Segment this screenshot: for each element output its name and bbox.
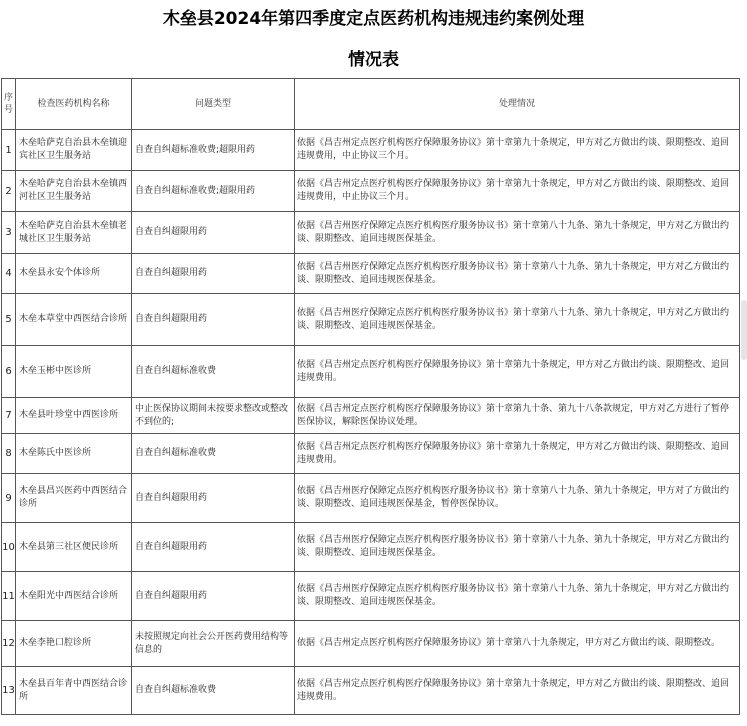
row-problem-cell: 自查自纠超标准收费;超限用药 [132, 171, 295, 212]
table-row [2, 346, 740, 398]
row-handling-cell: 依据《昌吉州医疗保障定点医疗机构医疗服务协议书》第十章第八十九条、第九十条规定，甲方对乙方做出约谈、限期整改、追回违规医保基金。 [295, 572, 740, 621]
row-institution-cell: 木垒县第三社区便民诊所 [16, 523, 132, 572]
table-row [2, 130, 740, 171]
table-row [2, 434, 740, 474]
row-problem-cell: 自查自纠超限用药 [132, 523, 295, 572]
row-problem-cell: 自查自纠超限用药 [132, 294, 295, 346]
row-handling-cell: 依据《昌吉州定点医疗机构医疗保障服务协议》第十章第九十条规定，甲方对乙方做出约谈、限期整改、追回违规费用，中止协议三个月。 [295, 171, 740, 212]
row-seq-cell: 1 [2, 130, 16, 171]
row-problem-cell: 自查自纠超标准收费 [132, 667, 295, 715]
document-title-line2: 情况表 [348, 50, 399, 70]
row-institution-cell: 木垒县百年青中西医结合诊所 [16, 667, 132, 715]
table-row [2, 398, 740, 434]
row-seq-cell: 9 [2, 474, 16, 523]
row-seq-cell: 7 [2, 398, 16, 434]
row-problem-cell: 自查自纠超限用药 [132, 254, 295, 294]
table-body [2, 130, 740, 715]
header-institution: 检查医药机构名称 [16, 79, 132, 130]
row-problem-cell: 自查自纠超标准收费 [132, 434, 295, 474]
row-problem-cell: 自查自纠超标准收费;超限用药 [132, 130, 295, 171]
row-institution-cell: 木垒县叶珍堂中西医诊所 [16, 398, 132, 434]
row-institution-cell: 木垒李艳口腔诊所 [16, 621, 132, 667]
row-seq-cell: 5 [2, 294, 16, 346]
row-seq-cell: 13 [2, 667, 16, 715]
row-handling-cell: 依据《昌吉州定点医疗机构医疗保障服务协议》第十章第八十九条规定，甲方对乙方做出约谈、限期整改。 [295, 621, 740, 667]
row-handling-cell: 依据《昌吉州定点医疗机构医疗保障服务协议》第十章第九十条规定，甲方对乙方做出约谈、限期整改、追回违规费用。 [295, 667, 740, 715]
row-seq-cell: 3 [2, 212, 16, 254]
scrollbar[interactable] [741, 300, 747, 360]
row-handling-cell: 依据《昌吉州定点医疗机构医疗保障服务协议》第十章第九十条、第九十八条款规定，甲方对乙方进行了暂停医保协议，解除医保协议处理。 [295, 398, 740, 434]
row-institution-cell: 木垒哈萨克自治县木垒镇老城社区卫生服务站 [16, 212, 132, 254]
table-row [2, 572, 740, 621]
row-seq-cell: 6 [2, 346, 16, 398]
header-seq: 序号 [2, 79, 16, 130]
header-problem: 问题类型 [132, 79, 295, 130]
table-row [2, 523, 740, 572]
row-institution-cell: 木垒阳光中西医结合诊所 [16, 572, 132, 621]
row-handling-cell: 依据《昌吉州定点医疗机构医疗保障服务协议》第十章第九十条规定，甲方对乙方做出约谈、限期整改、追回违规费用。 [295, 434, 740, 474]
table-row [2, 171, 740, 212]
table-row [2, 294, 740, 346]
document-title-line1: 木垒县2024年第四季度定点医药机构违规违约案例处理 [162, 9, 585, 29]
row-problem-cell: 自查自纠超限用药 [132, 212, 295, 254]
row-seq-cell: 4 [2, 254, 16, 294]
table-row [2, 474, 740, 523]
row-handling-cell: 依据《昌吉州医疗保障定点医疗机构医疗服务协议书》第十章第八十九条、第九十条规定，甲方对了方做出约谈、限期整改、追回违规医保基金，暂停医保协议。 [295, 474, 740, 523]
row-institution-cell: 木垒县昌兴医药中西医结合诊所 [16, 474, 132, 523]
row-problem-cell: 自查自纠超限用药 [132, 572, 295, 621]
row-handling-cell: 依据《昌吉州医疗保障定点医疗机构医疗服务协议书》第十章第八十九条、第九十条规定，甲方对乙方做出约谈、限期整改、追回违规医保基金。 [295, 212, 740, 254]
row-institution-cell: 木垒哈萨克自治县木垒镇迎宾社区卫生服务站 [16, 130, 132, 171]
row-institution-cell: 木垒本草堂中西医结合诊所 [16, 294, 132, 346]
row-seq-cell: 10 [2, 523, 16, 572]
row-seq-cell: 8 [2, 434, 16, 474]
row-problem-cell: 未按照规定向社会公开医药费用结构等信息的 [132, 621, 295, 667]
table-row [2, 254, 740, 294]
table-row [2, 212, 740, 254]
row-institution-cell: 木垒陈氏中医诊所 [16, 434, 132, 474]
table-row [2, 621, 740, 667]
row-institution-cell: 木垒县永安个体诊所 [16, 254, 132, 294]
table-row [2, 667, 740, 715]
violation-cases-table [1, 78, 740, 715]
row-seq-cell: 11 [2, 572, 16, 621]
row-institution-cell: 木垒哈萨克自治县木垒镇西河社区卫生服务站 [16, 171, 132, 212]
row-problem-cell: 自查自纠超标准收费 [132, 346, 295, 398]
row-seq-cell: 12 [2, 621, 16, 667]
row-handling-cell: 依据《昌吉州定点医疗机构医疗保障服务协议》第十章第九十条规定，甲方对乙方做出约谈、限期整改、追回违规费用。 [295, 346, 740, 398]
header-handling: 处理情况 [295, 79, 740, 130]
row-problem-cell: 自查自纠超限用药 [132, 474, 295, 523]
row-handling-cell: 依据《昌吉州医疗保障定点医疗机构医疗服务协议书》第十章第八十九条、第九十条规定，甲方对乙方做出约谈、限期整改、追回违规医保基金。 [295, 523, 740, 572]
row-institution-cell: 木垒玉彬中医诊所 [16, 346, 132, 398]
row-seq-cell: 2 [2, 171, 16, 212]
row-handling-cell: 依据《昌吉州医疗保障定点医疗机构医疗服务协议书》第十章第八十九条、第九十条规定，甲方对乙方做出约谈、限期整改、追回违规医保基金。 [295, 294, 740, 346]
row-handling-cell: 依据《昌吉州医疗保障定点医疗机构医疗服务协议书》第十章第八十九条、第九十条规定，甲方对乙方做出约谈、限期整改、追回违规医保基金。 [295, 254, 740, 294]
row-problem-cell: 中止医保协议期间未按要求整改或整改不到位的; [132, 398, 295, 434]
table-header-row [2, 79, 740, 130]
row-handling-cell: 依据《昌吉州定点医疗机构医疗保障服务协议》第十章第九十条规定，甲方对乙方做出约谈、限期整改、追回违规费用，中止协议三个月。 [295, 130, 740, 171]
